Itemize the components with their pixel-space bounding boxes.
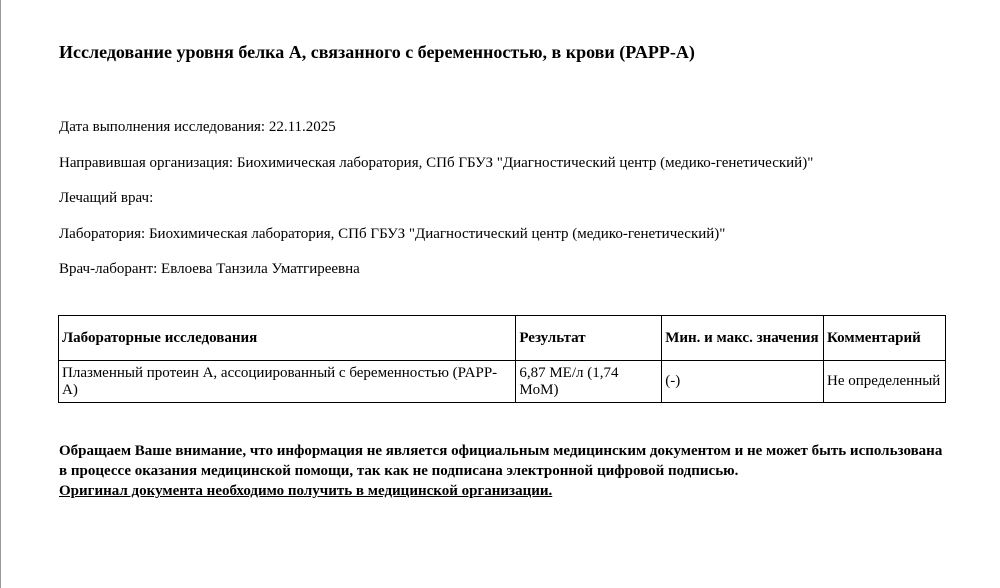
field-laboratory [59, 226, 725, 243]
field-value: Евлоева Танзила Уматгиреевна [161, 261, 360, 277]
header-min-max: Мин. и макс. значения [662, 316, 824, 361]
header-result: Результат [516, 316, 662, 361]
field-label: Дата выполнения исследования: [59, 119, 266, 135]
table-header-row [59, 316, 946, 361]
field-label: Врач-лаборант: [59, 261, 158, 277]
field-value: Биохимическая лаборатория, СПб ГБУЗ "Диагностический центр (медико-генетический)" [236, 155, 814, 171]
field-value: 22.11.2025 [268, 119, 336, 135]
disclaimer-underlined: Оригинал документа необходимо получить в медицинской организации. [59, 483, 553, 499]
cell-comment: Не определенный [824, 361, 946, 403]
field-lab-doctor [59, 261, 360, 278]
cell-result: 6,87 МЕ/л (1,74 MoM) [516, 361, 662, 403]
header-lab-tests: Лабораторные исследования [59, 316, 516, 361]
field-label: Лечащий врач: [59, 190, 154, 206]
results-table [58, 315, 946, 403]
field-attending-doctor [59, 190, 153, 207]
field-label: Направившая организация: [59, 155, 234, 171]
disclaimer-notice [59, 441, 949, 501]
field-value: Биохимическая лаборатория, СПб ГБУЗ "Диагностический центр (медико-генетический)" [148, 226, 726, 242]
field-exam-date [59, 119, 336, 136]
field-label: Лаборатория: [59, 226, 146, 242]
document-title: Исследование уровня белка А, связанного с беременностью, в крови (PAPP-A) [59, 42, 695, 62]
cell-range: (-) [662, 361, 824, 403]
page-edge-divider [0, 0, 1, 588]
table-row [59, 361, 946, 403]
cell-test-name: Плазменный протеин А, ассоциированный с беременностью (PAPP-A) [59, 361, 516, 403]
header-comment: Комментарий [824, 316, 946, 361]
field-referring-organization [59, 155, 813, 172]
disclaimer-text: Обращаем Ваше внимание, что информация не является официальным медицинским документом и не может быть использована в процессе оказания медицинской помощи, так как не подписана электронной цифровой подписью. [59, 443, 943, 479]
